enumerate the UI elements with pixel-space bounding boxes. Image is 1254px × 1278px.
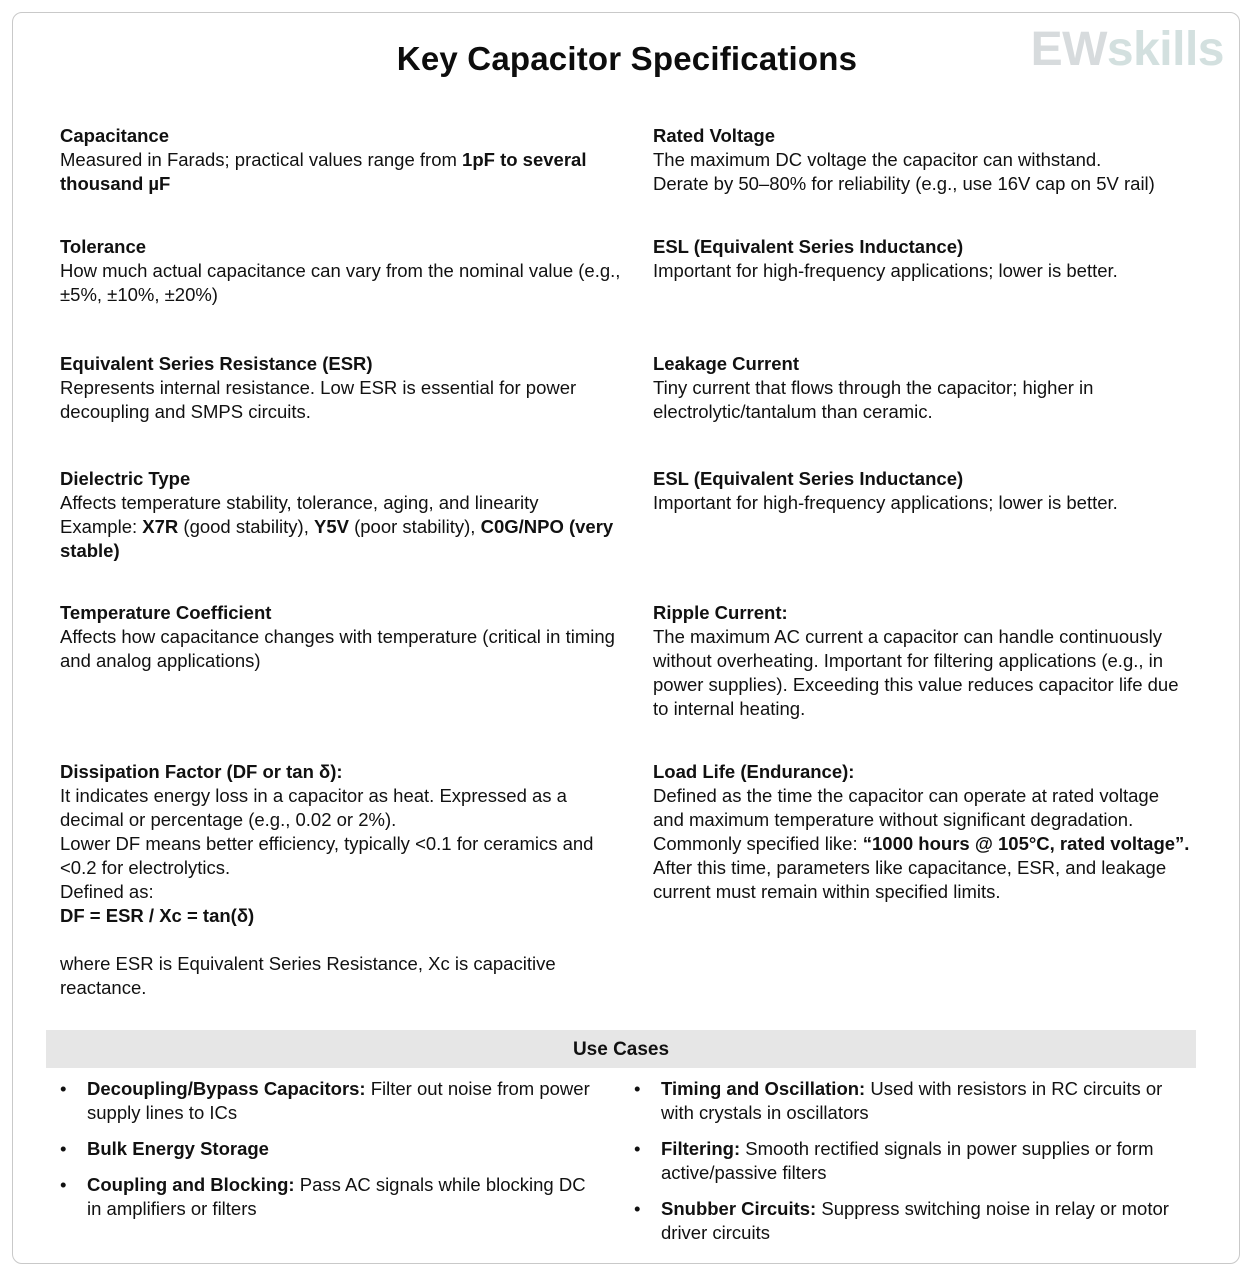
bullet-icon: • [60,1174,67,1195]
ewskills-logo [1030,23,1224,76]
spec-text: Important for high-frequency applications; lower is better. [653,260,1118,281]
spec-leakage-current [653,352,1193,424]
spec-heading: Rated Voltage [653,125,775,146]
list-item: • Bulk Energy Storage [60,1138,269,1159]
spec-text: It indicates energy loss in a capacitor as heat. Expressed as a decimal or percentage (e.g., 0.02 or 2%). [60,785,567,830]
spec-text: Measured in Farads; practical values range from 1pF to several thousand µF [60,149,587,194]
spec-text: Defined as: [60,881,154,902]
use-cases-header: Use Cases [46,1030,1196,1068]
spec-load-life [653,760,1193,904]
bullet-icon: • [634,1078,641,1099]
spec-text: where ESR is Equivalent Series Resistance, Xc is capacitive reactance. [60,953,556,998]
spec-tolerance [60,235,630,307]
bullet-icon: • [60,1138,67,1159]
spec-heading: ESL (Equivalent Series Inductance) [653,236,964,257]
spec-text: The maximum AC current a capacitor can handle continuously without overheating. Important for filtering applications (e.g., in power supplies). Exceeding this value reduces capacitor life due to internal heating. [653,626,1179,719]
use-cases-left-list [60,1077,605,1233]
spec-heading: Dissipation Factor (DF or tan δ): [60,761,343,782]
spec-temperature-coefficient [60,601,630,673]
spec-heading: Capacitance [60,125,169,146]
bullet-icon: • [634,1138,641,1159]
page-title: Key Capacitor Specifications [396,40,858,77]
spec-capacitance [60,124,630,196]
list-item: • Decoupling/Bypass Capacitors: Filter out noise from power supply lines to ICs [60,1078,590,1123]
spec-heading: Load Life (Endurance): [653,761,855,782]
list-item: • Filtering: Smooth rectified signals in power supplies or form active/passive filters [634,1138,1154,1183]
list-item: • Snubber Circuits: Suppress switching noise in relay or motor driver circuits [634,1198,1169,1243]
spec-text: The maximum DC voltage the capacitor can withstand. [653,149,1102,170]
spec-text: Affects how capacitance changes with temperature (critical in timing and analog applications) [60,626,615,671]
spec-dissipation-factor [60,760,630,1000]
spec-text: Represents internal resistance. Low ESR is essential for power decoupling and SMPS circuits. [60,377,577,422]
spec-heading: Temperature Coefficient [60,602,272,623]
spec-text: Important for high-frequency applications; lower is better. [653,492,1118,513]
df-formula: DF = ESR / Xc = tan(δ) [60,905,255,926]
spec-heading: Dielectric Type [60,468,191,489]
bullet-icon: • [634,1198,641,1219]
logo-part-skills: skills [1106,23,1224,76]
spec-heading: Tolerance [60,236,147,257]
spec-text: After this time, parameters like capacitance, ESR, and leakage current must remain within specified limits. [653,857,1167,902]
spec-heading: ESL (Equivalent Series Inductance) [653,468,964,489]
spec-dielectric-type [60,467,630,563]
spec-rated-voltage [653,124,1193,196]
spec-text: Lower DF means better efficiency, typically <0.1 for ceramics and <0.2 for electrolytics. [60,833,594,878]
spec-esl-repeat [653,467,1193,515]
spec-text: How much actual capacitance can vary from the nominal value (e.g., ±5%, ±10%, ±20%) [60,260,621,305]
logo-part-ew: EW [1030,23,1107,76]
spec-text: Derate by 50–80% for reliability (e.g., use 16V cap on 5V rail) [653,173,1155,194]
spec-text: Tiny current that flows through the capacitor; higher in electrolytic/tantalum than ceramic. [653,377,1094,422]
spec-text: Affects temperature stability, tolerance, aging, and linearity [60,492,539,513]
spec-text: Defined as the time the capacitor can operate at rated voltage and maximum temperature without significant degradation. Commonly specified like: “1000 hours @ 105°C, rated voltage”. [653,785,1190,854]
spec-heading: Equivalent Series Resistance (ESR) [60,353,373,374]
list-item: • Coupling and Blocking: Pass AC signals while blocking DC in amplifiers or filters [60,1174,586,1219]
spec-esl [653,235,1193,283]
spec-heading: Ripple Current: [653,602,788,623]
spec-heading: Leakage Current [653,353,799,374]
bullet-icon: • [60,1078,67,1099]
spec-ripple-current [653,601,1193,721]
list-item: • Timing and Oscillation: Used with resistors in RC circuits or with crystals in oscillators [634,1078,1163,1123]
spec-example: Example: X7R (good stability), Y5V (poor stability), C0G/NPO (very stable) [60,516,614,561]
use-cases-right-list [634,1077,1179,1257]
spec-esr [60,352,630,424]
